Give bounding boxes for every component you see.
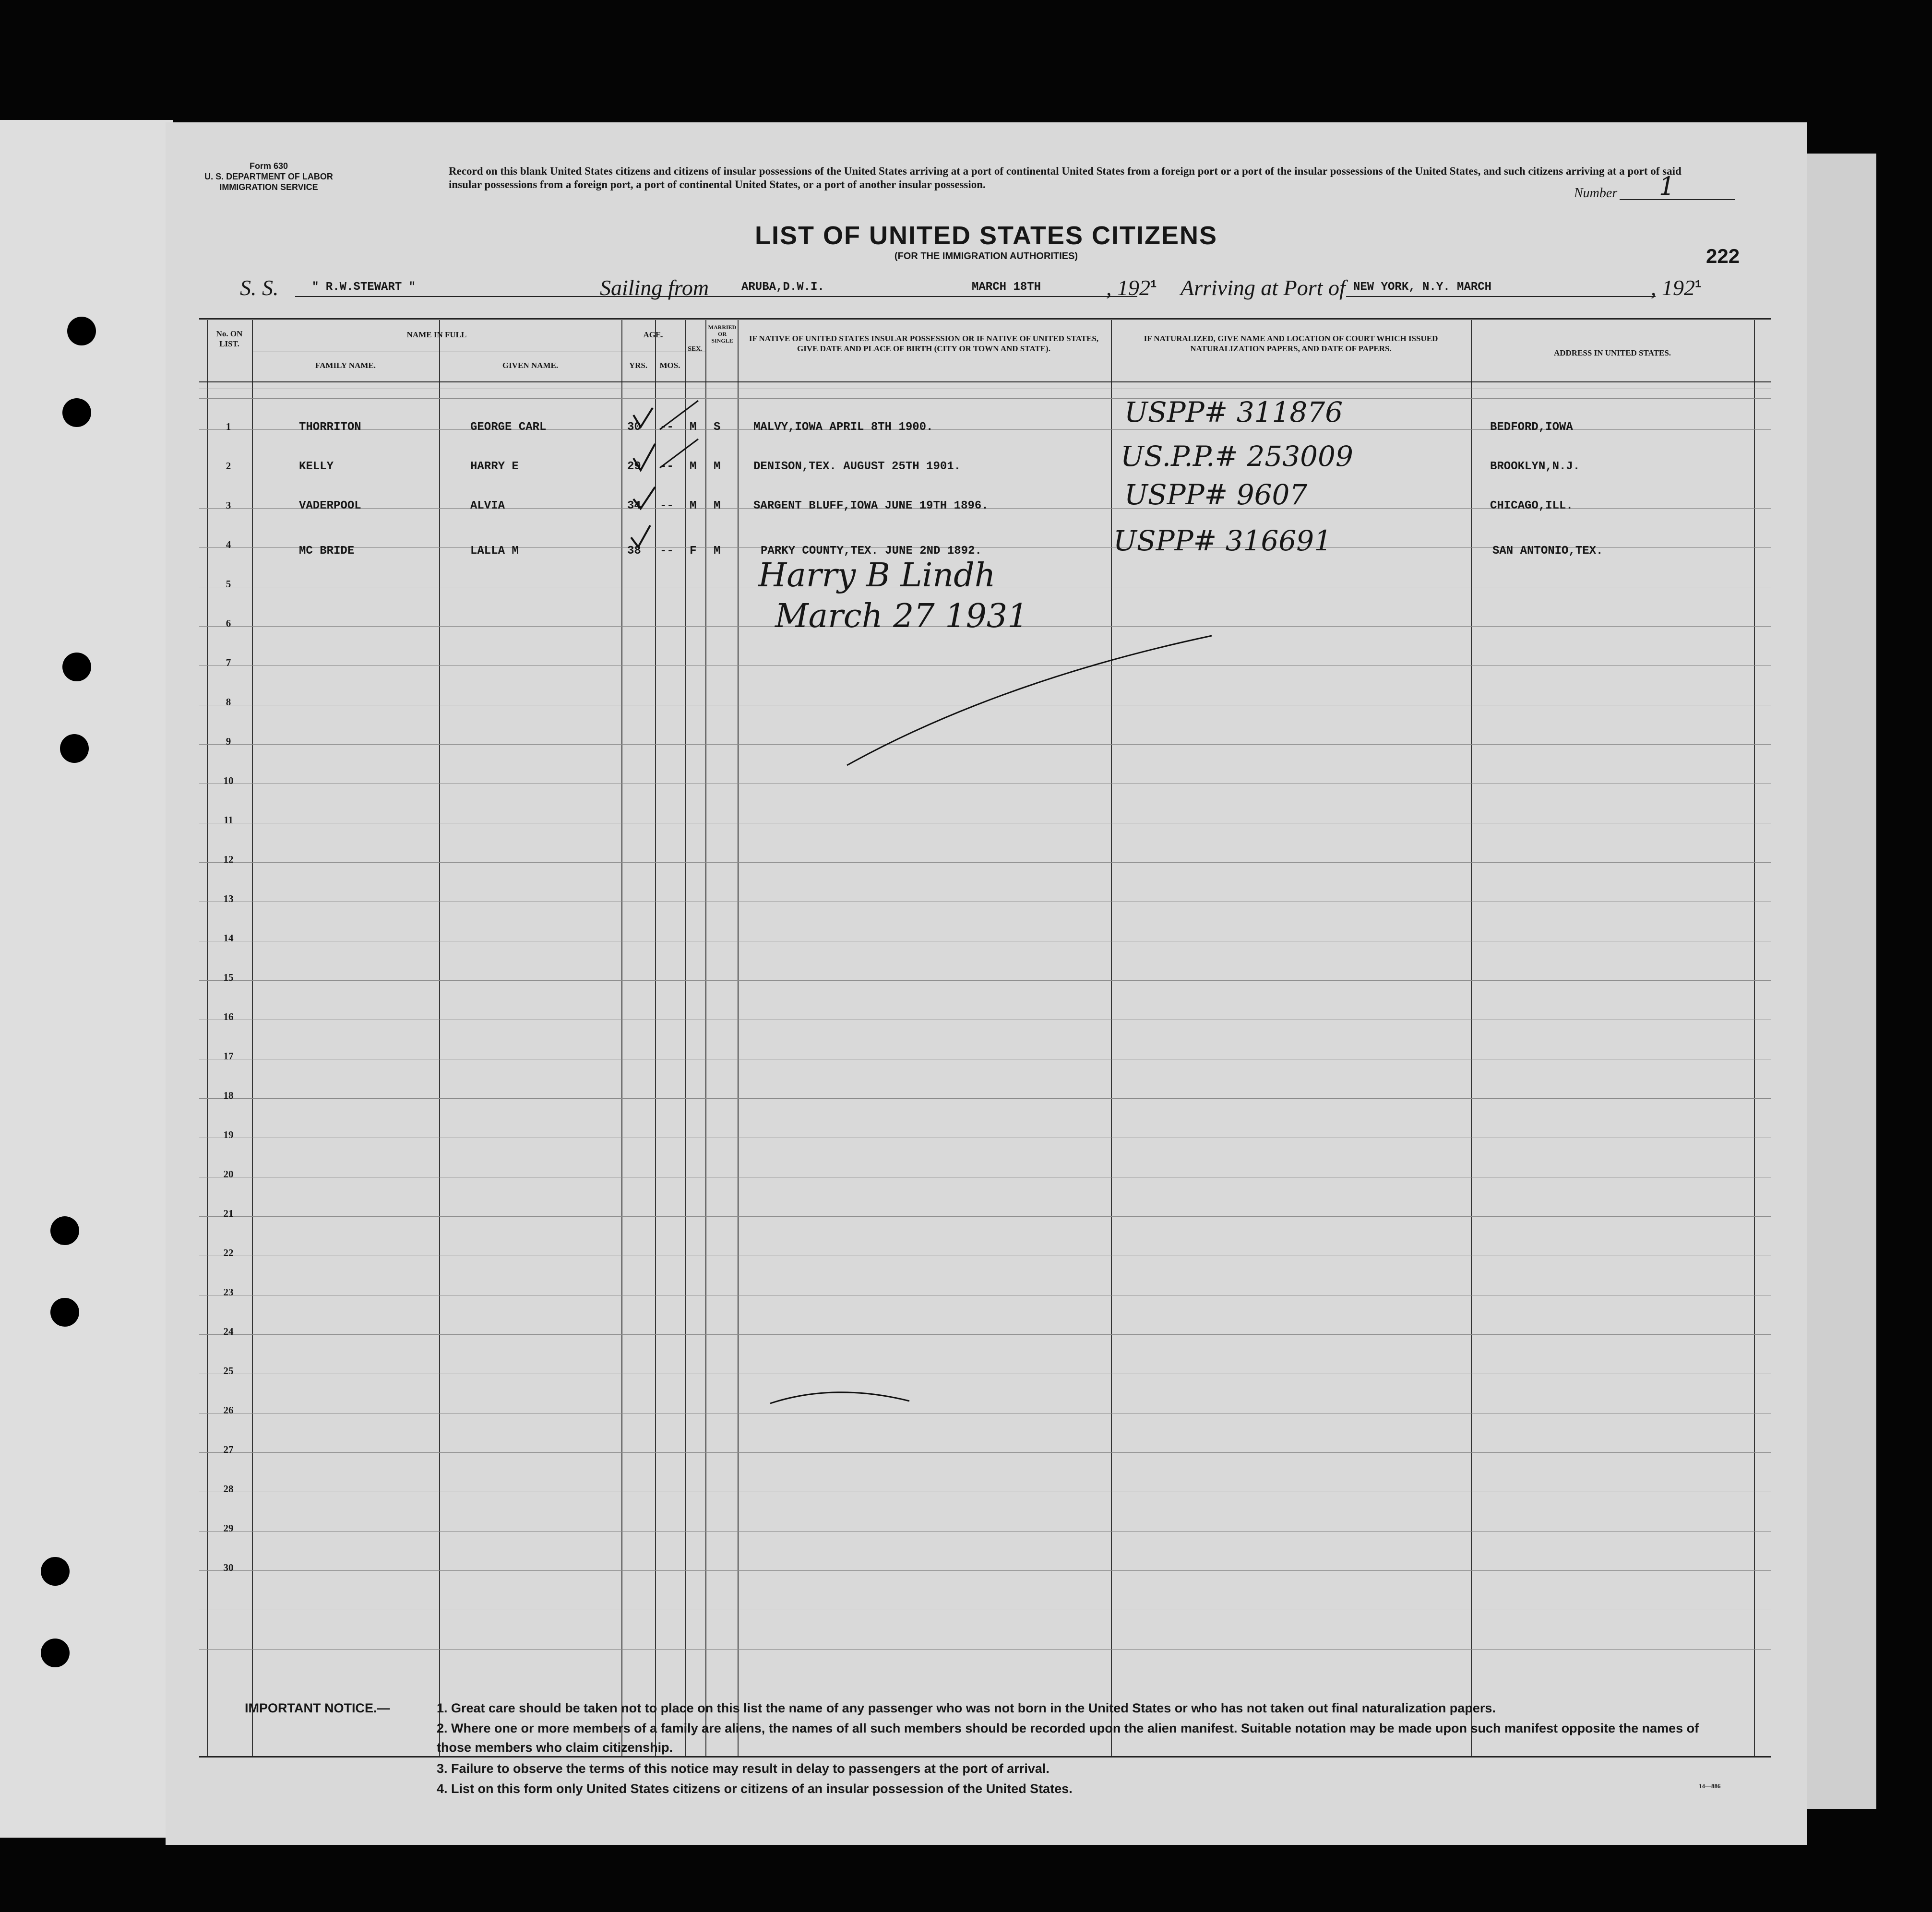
naturalization-papers: US.P.P.# 253009 xyxy=(1121,440,1353,473)
form-info-line: Form 630 xyxy=(249,161,288,171)
row-number: 25 xyxy=(223,1365,234,1377)
header-naturalized: IF NATURALIZED, GIVE NAME AND LOCATION OF COURT WHICH ISSUED NATURALIZATION PAPERS, AND DATE OF PAPERS. xyxy=(1144,334,1438,353)
row-number: 26 xyxy=(223,1404,234,1416)
page-subtitle: (FOR THE IMMIGRATION AUTHORITIES) xyxy=(894,251,1078,261)
sex: M xyxy=(690,499,697,512)
record-instructions: Record on this blank United States citizens and citizens of insular possessions of the United States arriving at a port of continental United States from a foreign port or a port of the insular possessions of the United States, and such citizens arriving at a port of said insular possessions from a foreign port, a port of continental United States, or a port of another insular possession. xyxy=(449,165,1682,190)
sex: F xyxy=(690,545,697,558)
row-number: 17 xyxy=(223,1050,234,1062)
sailing-year xyxy=(1106,275,1157,300)
row-rule xyxy=(199,1531,1771,1532)
naturalization-papers: USPP# 9607 xyxy=(1124,478,1308,511)
year-prefix: , 192 xyxy=(1106,275,1150,300)
header-bottom-rule xyxy=(199,381,1771,382)
header-family-name: FAMILY NAME. xyxy=(315,361,376,370)
given-name: ALVIA xyxy=(470,499,505,512)
row-number: 19 xyxy=(223,1129,234,1140)
marital-status: M xyxy=(714,499,721,512)
row-number: 5 xyxy=(226,578,231,590)
address: SAN ANTONIO,TEX. xyxy=(1492,545,1603,558)
row-number: 2 xyxy=(226,460,231,472)
row-number: 27 xyxy=(223,1444,234,1455)
age-years: 29 xyxy=(627,460,641,473)
birth-details: DENISON,TEX. AUGUST 25TH 1901. xyxy=(753,460,961,473)
header-address: ADDRESS IN UNITED STATES. xyxy=(1553,348,1671,357)
notice-heading: IMPORTANT NOTICE.— xyxy=(245,1701,390,1715)
header-native: IF NATIVE OF UNITED STATES INSULAR POSSESSION OR IF NATIVE OF UNITED STATES, GIVE DATE AND PLACE OF BIRTH (CITY OR TOWN AND STATE). xyxy=(749,334,1099,353)
notice-item: 4. List on this form only United States citizens or citizens of an insular possession of the United States. xyxy=(437,1781,1073,1796)
row-number: 16 xyxy=(223,1011,234,1022)
number-line xyxy=(1620,199,1735,200)
punch-hole xyxy=(62,398,91,427)
row-number: 30 xyxy=(223,1562,234,1573)
row-rule xyxy=(199,1570,1771,1571)
header-married: MARRIED OR SINGLE xyxy=(708,324,737,344)
column-rule xyxy=(1471,320,1472,1757)
row-rule xyxy=(199,1098,1771,1099)
punch-hole xyxy=(50,1298,79,1327)
form-code: 14—886 xyxy=(1699,1782,1721,1790)
sailing-label: Sailing from xyxy=(600,275,709,300)
row-rule xyxy=(199,1334,1771,1335)
pen-stroke xyxy=(765,1384,919,1413)
row-number: 14 xyxy=(223,932,234,944)
arriving-line xyxy=(1346,296,1656,297)
row-rule xyxy=(199,980,1771,981)
column-rule xyxy=(439,320,440,1757)
age-months: -- xyxy=(660,545,674,558)
row-number: 3 xyxy=(226,499,231,511)
row-number: 18 xyxy=(223,1090,234,1101)
marital-status: M xyxy=(714,545,721,558)
naturalization-papers: USPP# 311876 xyxy=(1124,396,1343,428)
year-prefix: , 192 xyxy=(1651,275,1695,300)
punch-hole xyxy=(67,317,96,345)
page-number: 222 xyxy=(1706,245,1740,267)
row-number: 10 xyxy=(223,775,234,786)
number-value: 1 xyxy=(1659,172,1675,201)
row-number: 13 xyxy=(223,893,234,904)
row-number: 12 xyxy=(223,854,234,865)
row-rule xyxy=(199,862,1771,863)
ss-label: S. S. xyxy=(240,275,279,300)
naturalization-papers: USPP# 316691 xyxy=(1113,524,1332,557)
row-number: 6 xyxy=(226,618,231,629)
row-number: 23 xyxy=(223,1286,234,1298)
age-months: -- xyxy=(660,421,674,434)
age-years: 30 xyxy=(627,421,641,434)
row-number: 21 xyxy=(223,1208,234,1219)
check-marks xyxy=(617,372,713,573)
column-rule xyxy=(738,320,739,1757)
signature-name: Harry B Lindh xyxy=(758,557,996,594)
row-number: 4 xyxy=(226,539,231,550)
row-rule xyxy=(199,1649,1771,1650)
birth-details: SARGENT BLUFF,IOWA JUNE 19TH 1896. xyxy=(753,499,989,512)
row-number: 11 xyxy=(224,814,233,826)
table-top-rule xyxy=(199,318,1771,320)
form-info xyxy=(197,161,341,192)
header-mos: MOS. xyxy=(659,361,680,370)
header-given-name: GIVEN NAME. xyxy=(502,361,559,370)
row-number: 29 xyxy=(223,1522,234,1534)
row-number: 15 xyxy=(223,972,234,983)
form-info-line: IMMIGRATION SERVICE xyxy=(219,182,318,192)
row-number: 20 xyxy=(223,1168,234,1180)
row-number: 28 xyxy=(223,1483,234,1495)
header-yrs: YRS. xyxy=(629,361,648,370)
given-name: GEORGE CARL xyxy=(470,421,547,434)
address: BEDFORD,IOWA xyxy=(1490,421,1573,434)
age-years: 38 xyxy=(627,545,641,558)
family-name: VADERPOOL xyxy=(299,499,361,512)
birth-details: PARKY COUNTY,TEX. JUNE 2ND 1892. xyxy=(761,545,982,558)
row-number: 7 xyxy=(226,657,231,668)
age-months: -- xyxy=(660,499,674,512)
form-info-line: U. S. DEPARTMENT OF LABOR xyxy=(204,172,333,181)
number-label: Number xyxy=(1574,186,1618,201)
age-months: -- xyxy=(660,460,674,473)
age-years: 34 xyxy=(627,499,641,512)
header-age: AGE. xyxy=(643,330,663,339)
notice-item: 1. Great care should be taken not to place on this list the name of any passenger who was not born in the United States or who has not taken out final naturalization papers. xyxy=(437,1701,1496,1715)
year-suffix: 1 xyxy=(1695,278,1702,291)
row-number: 8 xyxy=(226,696,231,708)
punch-hole xyxy=(41,1557,70,1586)
arriving-port: NEW YORK, N.Y. MARCH xyxy=(1353,281,1492,294)
arriving-label: Arriving at Port of xyxy=(1181,275,1346,300)
punch-hole xyxy=(41,1639,70,1667)
column-rule xyxy=(252,320,253,1757)
punch-hole xyxy=(60,734,89,763)
signature-flourish xyxy=(837,631,1221,775)
punch-hole xyxy=(50,1216,79,1245)
year-suffix: 1 xyxy=(1150,278,1157,291)
address: BROOKLYN,N.J. xyxy=(1490,460,1580,473)
row-rule xyxy=(199,398,1771,399)
signature-date: March 27 1931 xyxy=(775,597,1028,635)
row-number: 22 xyxy=(223,1247,234,1259)
column-rule xyxy=(1111,320,1112,1757)
sailing-date-line xyxy=(965,296,1106,297)
birth-details: MALVY,IOWA APRIL 8TH 1900. xyxy=(753,421,933,434)
manifest-page xyxy=(166,122,1807,1845)
marital-status: S xyxy=(714,421,721,434)
given-name: LALLA M xyxy=(470,545,519,558)
sex: M xyxy=(690,421,697,434)
column-rule xyxy=(207,320,208,1757)
row-rule xyxy=(199,1216,1771,1217)
row-number: 9 xyxy=(226,736,231,747)
page-title: LIST OF UNITED STATES CITIZENS xyxy=(755,221,1217,250)
header-no: No. ON LIST. xyxy=(216,329,243,348)
header-name-in-full: NAME IN FULL xyxy=(406,330,467,339)
column-rule xyxy=(1754,320,1755,1757)
marital-status: M xyxy=(714,460,721,473)
ship-name: " R.W.STEWART " xyxy=(312,281,416,294)
notice-item: 3. Failure to observe the terms of this notice may result in delay to passengers at the port of arrival. xyxy=(437,1761,1049,1776)
binding-strip xyxy=(0,120,173,1838)
arriving-year xyxy=(1651,275,1701,300)
row-number: 1 xyxy=(226,421,231,432)
given-name: HARRY E xyxy=(470,460,519,473)
family-name: THORRITON xyxy=(299,421,361,434)
punch-hole xyxy=(62,653,91,681)
header-sex: SEX. xyxy=(688,345,703,353)
sailing-from: ARUBA,D.W.I. xyxy=(741,281,824,294)
row-number: 24 xyxy=(223,1326,234,1337)
address: CHICAGO,ILL. xyxy=(1490,499,1573,512)
sex: M xyxy=(690,460,697,473)
family-name: KELLY xyxy=(299,460,334,473)
family-name: MC BRIDE xyxy=(299,545,355,558)
notice-item: 2. Where one or more members of a family are aliens, the names of all such members should be recorded upon the alien manifest. Suitable notation may be made upon such manifest opposite the names of those members who claim citizenship. xyxy=(437,1721,1699,1755)
row-rule xyxy=(199,1452,1771,1453)
sailing-date: MARCH 18TH xyxy=(972,281,1041,294)
